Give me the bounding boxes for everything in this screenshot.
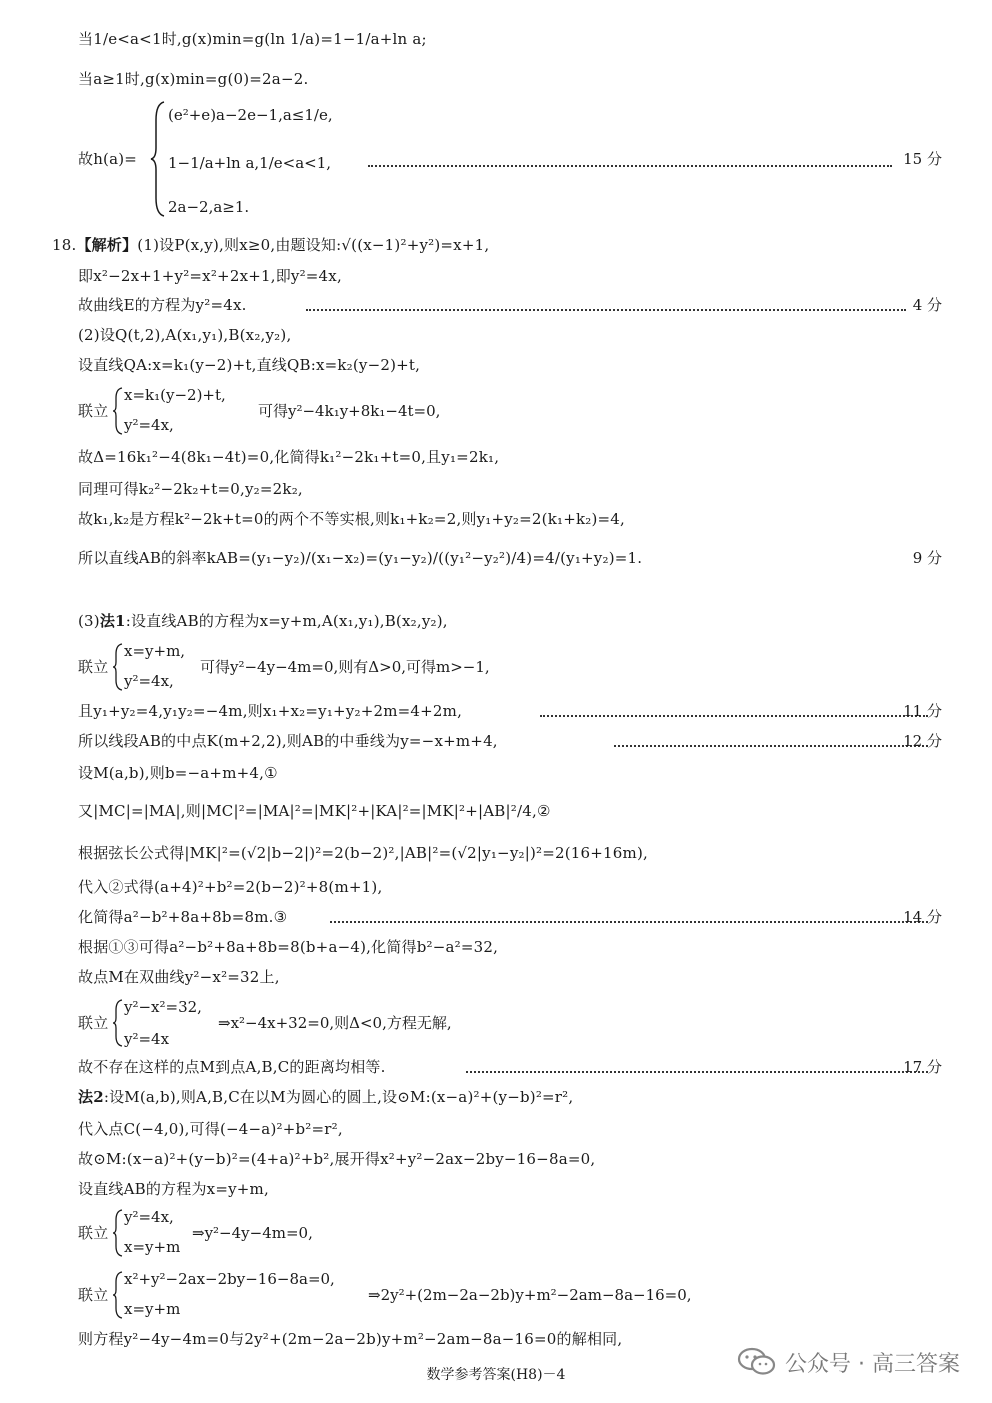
h-case-3: 2a−2,a≥1. (168, 198, 250, 216)
h-case-1: (e²+e)a−2e−1,a≤1/e, (168, 106, 333, 124)
line-lines-qa-qb: 设直线QA:x=k₁(y−2)+t,直线QB:x=k₂(y−2)+t, (78, 356, 421, 374)
system2-eq2: y²=4x, (124, 672, 174, 690)
score-17: 17 分 (903, 1058, 942, 1076)
line-conclusion: 故不存在这样的点M到点A,B,C的距离均相等. (78, 1058, 386, 1076)
line-part1: (1)设P(x,y),则x≥0,由题设知:√((x−1)²+y²)=x+1, (137, 236, 490, 254)
line-vieta: 且y₁+y₂=4,y₁y₂=−4m,则x₁+x₂=y₁+y₂+2m=4+2m, (78, 702, 463, 720)
line-set-m: 设M(a,b),则b=−a+m+4,① (78, 764, 278, 782)
method2-label: 法2 (78, 1088, 104, 1106)
line-chord-length: 根据弦长公式得|MK|²=(√2|b−2|)²=2(b−2)²,|AB|²=(√2|y₁−y₂|)²=2(16+16m), (78, 844, 648, 862)
system2-eq1: x=y+m, (124, 642, 186, 660)
line-same-solution: 则方程y²−4y−4m=0与2y²+(2m−2a−2b)y+m²−2am−8a−16=0的解相同, (78, 1330, 623, 1348)
analysis-label: 【解析】 (76, 236, 138, 254)
line-circle-expand: 故⊙M:(x−a)²+(y−b)²=(4+a)²+b²,展开得x²+y²−2ax−2by−16−8a=0, (78, 1150, 596, 1168)
system4-brace (112, 1208, 124, 1258)
question-18-header (52, 234, 489, 256)
system5-result: ⇒2y²+(2m−2a−2b)y+m²−2am−8a−16=0, (368, 1286, 692, 1304)
score-14: 14 分 (903, 908, 942, 926)
watermark (737, 1346, 960, 1378)
line-hyperbola: 故点M在双曲线y²−x²=32上, (78, 968, 280, 986)
system1-eq2: y²=4x, (124, 416, 174, 434)
system5-prefix: 联立 (78, 1286, 109, 1304)
line-g-min-case2: 当a≥1时,g(x)min=g(0)=2a−2. (78, 70, 309, 88)
system1-brace (112, 386, 124, 436)
line-set-ab: 设直线AB的方程为x=y+m, (78, 1180, 269, 1198)
leader-dots (614, 745, 928, 747)
system3-eq1: y²−x²=32, (124, 998, 202, 1016)
system4-eq2: x=y+m (124, 1238, 181, 1256)
line-method1 (78, 610, 448, 632)
leader-dots (540, 715, 928, 717)
h-case-2: 1−1/a+ln a,1/e<a<1, (168, 154, 332, 172)
system3-brace (112, 998, 124, 1048)
leader-dots (330, 921, 928, 923)
line-point-c: 代入点C(−4,0),可得(−4−a)²+b²=r², (78, 1120, 343, 1138)
method2-text: :设M(a,b),则A,B,C在以M为圆心的圆上,设⊙M:(x−a)²+(y−b)²=r², (103, 1088, 574, 1106)
system4-eq1: y²=4x, (124, 1208, 174, 1226)
system1-eq1: x=k₁(y−2)+t, (124, 386, 226, 404)
line-g-min-case1: 当1/e<a<1时,g(x)min=g(ln 1/a)=1−1/a+ln a; (78, 30, 427, 48)
score-4: 4 分 (912, 296, 942, 314)
score-9: 9 分 (912, 549, 942, 567)
h-prefix: 故h(a)= (78, 150, 138, 168)
leader-dots (368, 165, 892, 167)
system2-brace (112, 642, 124, 692)
line-hyperbola-derive: 根据①③可得a²−b²+8a+8b=8(b+a−4),化简得b²−a²=32, (78, 938, 499, 956)
watermark-text: 公众号 · 高三答案 (785, 1351, 960, 1377)
system4-prefix: 联立 (78, 1224, 109, 1242)
line-simplify: 化简得a²−b²+8a+8b=8m.③ (78, 908, 288, 926)
line-substitute: 代入②式得(a+4)²+b²=2(b−2)²+8(m+1), (78, 878, 383, 896)
score-15: 15 分 (903, 150, 942, 168)
line-roots: 故k₁,k₂是方程k²−2k+t=0的两个不等实根,则k₁+k₂=2,则y₁+y₂=2(k₁+k₂)=4, (78, 510, 626, 528)
score-12: 12 分 (903, 732, 942, 750)
system1-prefix: 联立 (78, 402, 109, 420)
system2-prefix: 联立 (78, 658, 109, 676)
line-curve-e: 故曲线E的方程为y²=4x. (78, 296, 247, 314)
line-expand: 即x²−2x+1+y²=x²+2x+1,即y²=4x, (78, 267, 342, 285)
question-number: 18. (52, 236, 77, 254)
line-slope-ab: 所以直线AB的斜率kAB=(y₁−y₂)/(x₁−x₂)=(y₁−y₂)/((y₁²−y₂²)/4)=4/(y₁+y₂)=1. (78, 549, 643, 567)
system5-brace (112, 1270, 124, 1320)
piecewise-brace (150, 100, 168, 218)
leader-dots (466, 1071, 928, 1073)
line-similarly: 同理可得k₂²−2k₂+t=0,y₂=2k₂, (78, 480, 303, 498)
system3-eq2: y²=4x (124, 1030, 170, 1048)
system5-eq2: x=y+m (124, 1300, 181, 1318)
page-footer: 数学参考答案(H8)－4 (426, 1367, 566, 1383)
line-part2-setup: (2)设Q(t,2),A(x₁,y₁),B(x₂,y₂), (78, 326, 292, 344)
system4-result: ⇒y²−4y−4m=0, (192, 1224, 313, 1242)
score-11: 11 分 (903, 702, 942, 720)
method1-label: 法1 (99, 612, 126, 630)
method1-text: :设直线AB的方程为x=y+m,A(x₁,y₁),B(x₂,y₂), (125, 612, 448, 630)
wechat-icon (737, 1346, 777, 1378)
line-method2 (78, 1086, 573, 1108)
system1-result: 可得y²−4k₁y+8k₁−4t=0, (258, 402, 441, 420)
line-midpoint: 所以线段AB的中点K(m+2,2),则AB的中垂线为y=−x+m+4, (78, 732, 498, 750)
system5-eq1: x²+y²−2ax−2by−16−8a=0, (124, 1270, 335, 1288)
line-distance-eq: 又|MC|=|MA|,则|MC|²=|MA|²=|MK|²+|KA|²=|MK|²+|AB|²/4,② (78, 802, 551, 820)
system3-result: ⇒x²−4x+32=0,则Δ<0,方程无解, (218, 1014, 452, 1032)
system2-result: 可得y²−4y−4m=0,则有Δ>0,可得m>−1, (200, 658, 490, 676)
part3-label: (3) (78, 612, 100, 630)
leader-dots (306, 309, 906, 311)
line-discriminant: 故Δ=16k₁²−4(8k₁−4t)=0,化简得k₁²−2k₁+t=0,且y₁=2k₁, (78, 448, 500, 466)
system3-prefix: 联立 (78, 1014, 109, 1032)
